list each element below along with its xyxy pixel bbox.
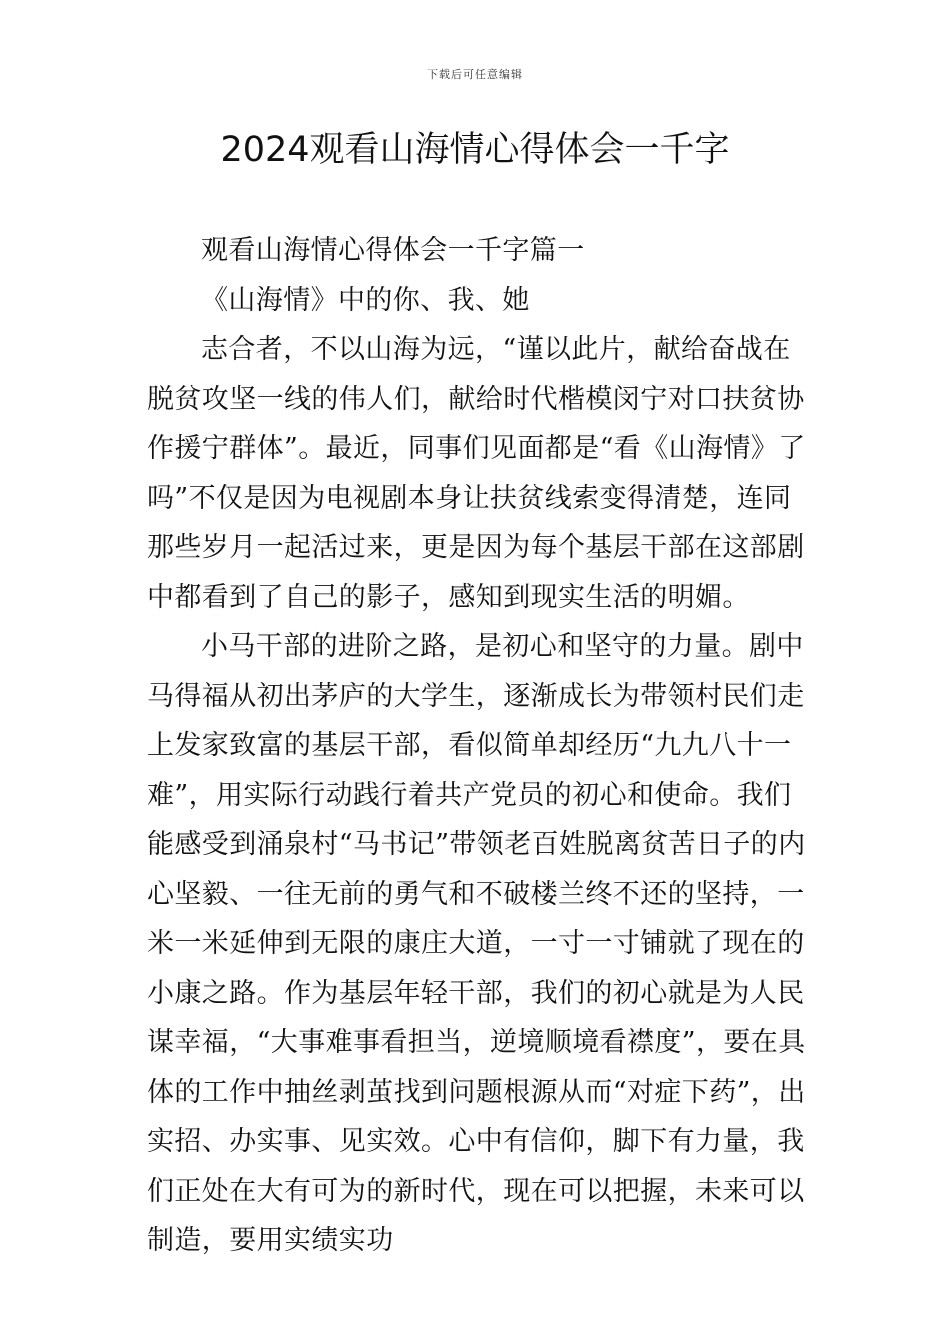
header-note: 下载后可任意编辑 [427,68,523,81]
document-body [147,226,807,1266]
article-subtitle: 《山海情》中的你、我、她 [201,284,530,316]
body-paragraph: 小马干部的进阶之路，是初心和坚守的力量。剧中马得福从初出茅庐的大学生，逐渐成长为带领村民们走上发家致富的基层干部，看似简单却经历“九九八十一难”，用实际行动践行着共产党员的初心和使命。我们能感受到涌泉村“马书记”带领老百姓脱离贫苦日子的内心坚毅、一往无前的勇气和不破楼兰终不还的坚持，一米一米延伸到无限的康庄大道，一寸一寸铺就了现在的小康之路。作为基层年轻干部，我们的初心就是为人民谋幸福，“大事难事看担当，逆境顺境看襟度”，要在具体的工作中抽丝剥茧找到问题根源从而“对症下药”，出实招、办实事、见实效。心中有信仰，脚下有力量，我们正处在大有可为的新时代，现在可以把握，未来可以制造，要用实绩实功 [147,631,806,1256]
document-title: 2024观看山海情心得体会一千字 [220,130,730,170]
section-heading: 观看山海情心得体会一千字篇一 [201,235,585,266]
body-paragraph: 志合者，不以山海为远，“谨以此片，献给奋战在脱贫攻坚一线的伟人们，献给时代楷模闵宁对口扶贫协作援宁群体”。最近，同事们见面都是“看《山海情》了吗”不仅是因为电视剧本身让扶贫线索变得清楚，连同那些岁月一起活过来，更是因为每个基层干部在这部剧中都看到了自己的影子，感知到现实生活的明媚。 [147,334,806,613]
